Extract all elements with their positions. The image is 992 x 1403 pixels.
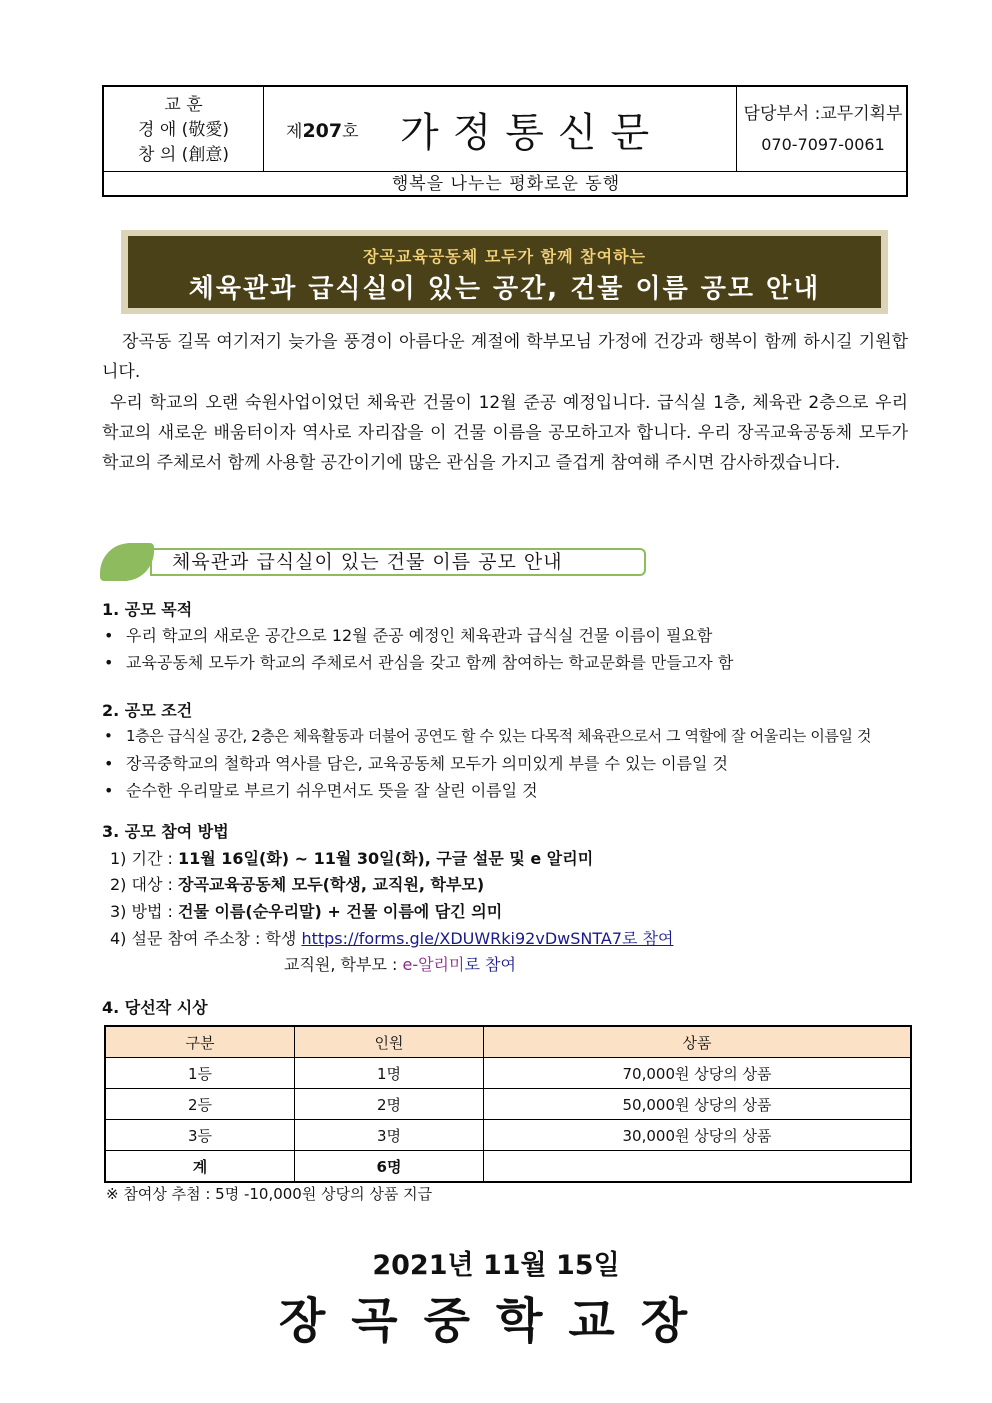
table-cell: 2명 bbox=[295, 1089, 484, 1120]
method-way: 3) 방법 : 건물 이름(순우리말) + 건물 이름에 담긴 의미 bbox=[110, 902, 503, 921]
table-cell: 1등 bbox=[105, 1058, 295, 1089]
newsletter-title: 가정통신문 bbox=[400, 110, 664, 156]
motto-label: 교 훈 bbox=[164, 95, 203, 115]
purpose-heading: 1. 공모 목적 bbox=[102, 600, 193, 619]
table-row bbox=[105, 1089, 911, 1120]
table-total-row bbox=[105, 1151, 911, 1183]
slogan: 행복을 나누는 평화로운 동행 bbox=[104, 171, 908, 197]
title-area bbox=[264, 87, 736, 171]
intro-paragraph-1: 장곡동 길목 여기저기 늦가을 풍경이 아름다운 계절에 학부모님 가정에 건강과 행복이 함께 하시길 기원합니다. bbox=[102, 332, 908, 382]
issue-date: 2021년 11월 15일 bbox=[372, 1250, 620, 1281]
method-staff: 교직원, 학부모 : e-알리미로 참여 bbox=[284, 955, 516, 974]
column-header: 인원 bbox=[295, 1026, 484, 1058]
table-row bbox=[105, 1120, 911, 1151]
principal-signature: 장곡중학교장 bbox=[278, 1293, 714, 1349]
table-cell: 2등 bbox=[105, 1089, 295, 1120]
table-cell: 1명 bbox=[295, 1058, 484, 1089]
table-row bbox=[105, 1058, 911, 1089]
table-cell: 계 bbox=[105, 1151, 295, 1183]
table-cell: 70,000원 상당의 상품 bbox=[484, 1058, 912, 1089]
section-title: 체육관과 급식실이 있는 건물 이름 공모 안내 bbox=[150, 548, 646, 576]
banner-subtitle: 장곡교육공동체 모두가 함께 참여하는 bbox=[362, 247, 646, 266]
table-cell: 3명 bbox=[295, 1120, 484, 1151]
intro-paragraph-2: 우리 학교의 오랜 숙원사업이었던 체육관 건물이 12월 준공 예정입니다. 급식실 1층, 체육관 2층으로 우리 학교의 새로운 배움터이자 역사로 자리잡을 이 건물 이름을 공모하고자 합니다. 우리 장곡교육공동체 모두가 학교의 주체로서 함께 사용할 공간이기에 많은 관심을 가지고 즐겁게 참여해 주시면 감사하겠습니다. bbox=[102, 393, 908, 473]
table-cell: 6명 bbox=[295, 1151, 484, 1183]
list-item: • 우리 학교의 새로운 공간으로 12월 준공 예정인 체육관과 급식실 건물 이름이 필요함 bbox=[104, 626, 713, 645]
phone-number: 070-7097-0061 bbox=[761, 135, 885, 154]
method-period: 1) 기간 : 11월 16일(화) ~ 11월 30일(화), 구글 설문 및 e 알리미 bbox=[110, 849, 594, 868]
issue-number: 제207호 bbox=[286, 120, 359, 142]
survey-link[interactable]: https://forms.gle/XDUWRki92vDwSNTA7 bbox=[301, 929, 623, 948]
department: 담당부서 :교무기획부 bbox=[743, 104, 903, 124]
column-header: 상품 bbox=[484, 1026, 912, 1058]
awards-note: ※ 참여상 추첨 : 5명 -10,000원 상당의 상품 지급 bbox=[106, 1185, 433, 1203]
motto-line-1: 경 애 (敬愛) bbox=[138, 120, 229, 140]
table-cell: 3등 bbox=[105, 1120, 295, 1151]
list-item: • 장곡중학교의 철학과 역사를 담은, 교육공동체 모두가 의미있게 부를 수 있는 이름일 것 bbox=[104, 754, 728, 773]
banner-title: 체육관과 급식실이 있는 공간, 건물 이름 공모 안내 bbox=[188, 274, 821, 304]
method-target: 2) 대상 : 장곡교육공동체 모두(학생, 교직원, 학부모) bbox=[110, 875, 485, 894]
list-item: • 순수한 우리말로 부르기 쉬우면서도 뜻을 잘 살린 이름일 것 bbox=[104, 781, 538, 800]
list-item: • 교육공동체 모두가 학교의 주체로서 관심을 갖고 함께 참여하는 학교문화를 만들고자 함 bbox=[104, 653, 734, 672]
school-motto bbox=[104, 87, 264, 171]
banner bbox=[128, 236, 881, 308]
awards-table bbox=[104, 1025, 912, 1183]
awards-heading: 4. 당선작 시상 bbox=[102, 998, 208, 1017]
conditions-heading: 2. 공모 조건 bbox=[102, 701, 193, 720]
table-cell: 50,000원 상당의 상품 bbox=[484, 1089, 912, 1120]
leaf-icon bbox=[100, 543, 154, 581]
method-survey: 4) 설문 참여 주소창 : 학생 https://forms.gle/XDUWRki92vDwSNTA7로 참여 bbox=[110, 929, 674, 948]
table-header-row bbox=[105, 1026, 911, 1058]
list-item: • 1층은 급식실 공간, 2층은 체육활동과 더불어 공연도 할 수 있는 다목적 체육관으로서 그 역할에 잘 어울리는 이름일 것 bbox=[104, 727, 872, 745]
column-header: 구분 bbox=[105, 1026, 295, 1058]
header-box bbox=[102, 85, 908, 197]
table-cell bbox=[484, 1151, 912, 1183]
method-heading: 3. 공모 참여 방법 bbox=[102, 822, 229, 841]
motto-line-2: 창 의 (創意) bbox=[138, 145, 229, 165]
department-info bbox=[736, 87, 908, 171]
table-cell: 30,000원 상당의 상품 bbox=[484, 1120, 912, 1151]
